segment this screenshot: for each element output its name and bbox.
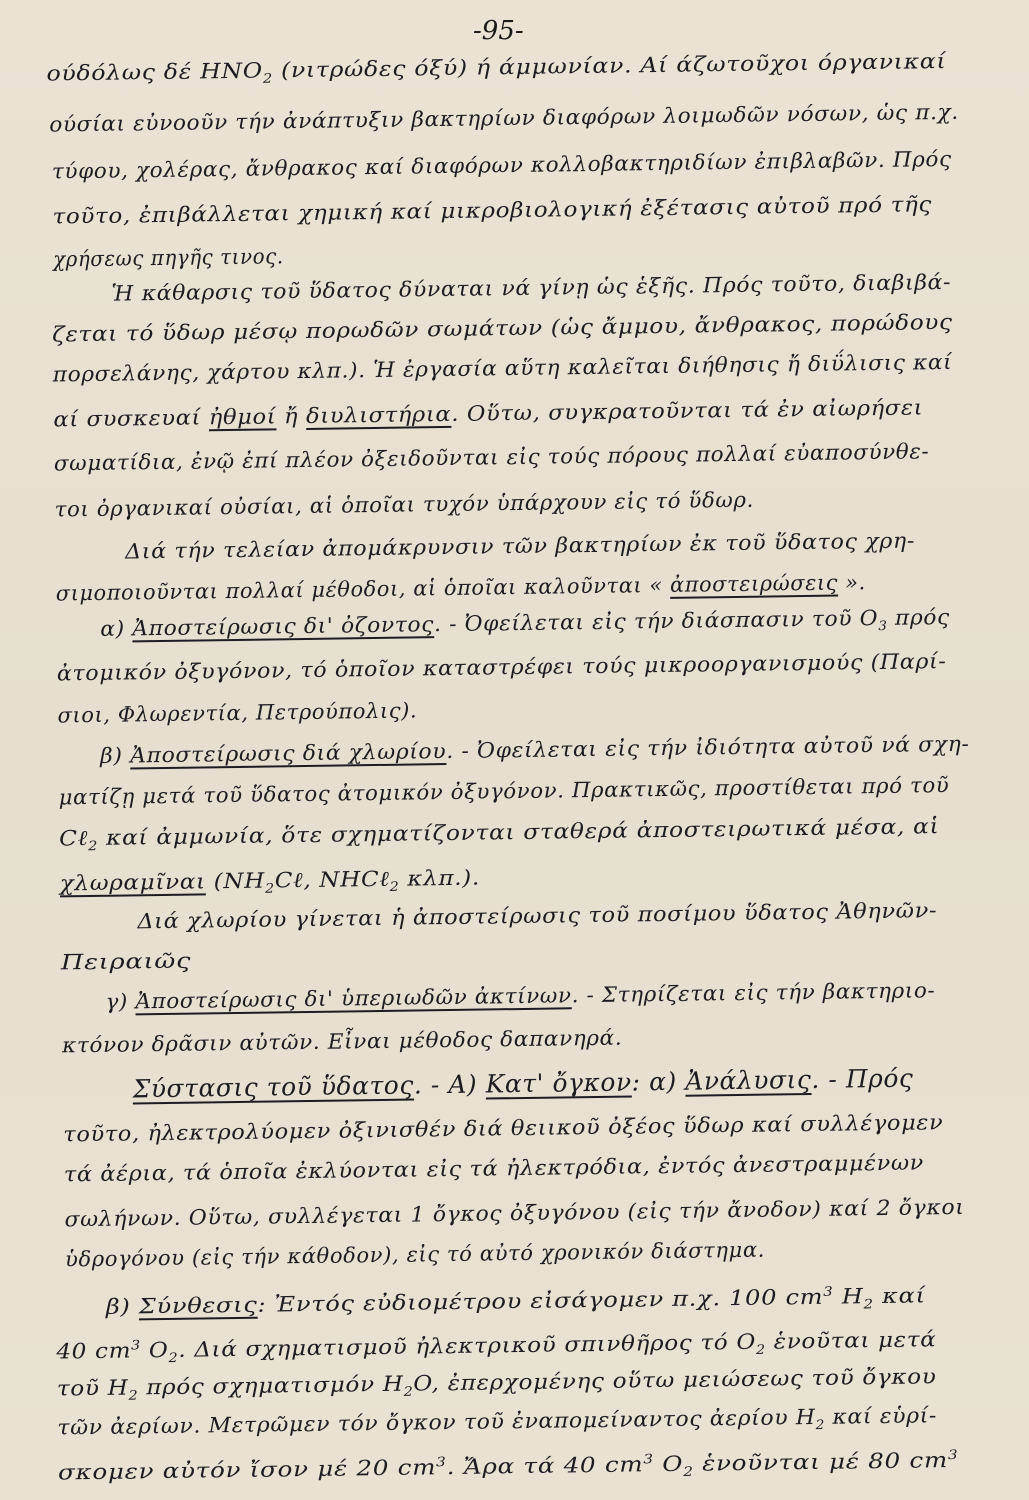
text-line: χλωραμῖναι ($NH_2C\ell$, NHCℓ$_2$ κλπ.). [59, 865, 481, 897]
text-line: Διά χλωρίου γίνεται ἡ ἀποστείρωσις τοῦ ποσίμου ὕδατος Ἀθηνῶν- [137, 898, 938, 934]
text-line: 40 $cm^3$ $O_2$. Διά σχηματισμοῦ ἠλεκτρικοῦ σπινθῆρος τό $O_2$ ἑνοῦται μετά [56, 1327, 937, 1367]
text-line: β) Σύνθεσις: Ἐντός εὐδιομέτρου εἰσάγομεν π.χ. 100 $cm^3$ $H_2$ καί [105, 1283, 926, 1319]
formula-index: 3 [947, 1447, 959, 1464]
text-line: σωματίδια, ἐνῷ ἐπί πλέον ὀξειδοῦνται εἰς τούς πόρους πολλαί εὐαποσύνθε- [53, 439, 930, 476]
text-line: ζεται τό ὕδωρ μέσῳ πορωδῶν σωμάτων (ὡς ἄμμου, ἄνθρακος, πορώδους [51, 309, 953, 347]
text-line: τῶν ἀερίων. Μετρῶμεν τόν ὄγκον τοῦ ἐναπομείναντος ἀερίου $H_2$ καί εὑρί- [57, 1403, 938, 1440]
text-line: τοῦτο, ἐπιβάλλεται χημική καί μικροβιολογική ἐξέτασις αὐτοῦ πρό τῆς [52, 192, 933, 229]
underlined-term: Σύστασις τοῦ ὕδατος [132, 1070, 415, 1104]
text-line: σιοι, Φλωρεντία, Πετρούπολις). [57, 698, 418, 728]
formula-index: 2 [683, 1464, 694, 1480]
underlined-term: Ἀποστείρωσις δι' ὑπεριωδῶν ἀκτίνων [135, 983, 572, 1014]
formula-index: 3 [643, 1452, 654, 1468]
formula-index: 2 [403, 1384, 414, 1400]
formula-index: 2 [815, 1417, 826, 1434]
formula-index: 3 [878, 619, 888, 635]
text-line: χρήσεως πηγῆς τινος. [52, 244, 284, 272]
formula-index: 2 [755, 1342, 766, 1358]
underlined-term: Σύνθεσις [138, 1292, 258, 1319]
text-line: πορσελάνης, χάρτου κλπ.). Ἡ ἐργασία αὕτη καλεῖται διήθησις ἤ διΰλισις καί [52, 349, 953, 387]
text-line: σωλήνων. Οὕτω, συλλέγεται 1 ὄγκος ὀξυγόνου (εἰς τήν ἄνοδον) καί 2 ὄγκοι [64, 1194, 965, 1232]
text-line: αί συσκευαί ἠθμοί ἤ διυλιστήρια. Οὕτω, συγκρατοῦνται τά ἐν αἰωρήσει [53, 395, 924, 432]
text-line: κτόνον δρᾶσιν αὐτῶν. Εἶναι μέθοδος δαπανηρά. [61, 1025, 623, 1058]
text-line: Cℓ$_2$ καί ἀμμωνία, ὅτε σχηματίζονται σταθερά ἀποστειρωτικά μέσα, αἱ [59, 814, 940, 855]
text-line: Σύστασις τοῦ ὕδατος. - Α) Κατ' ὄγκον: α) Ἀνάλυσις. - Πρός [132, 1063, 914, 1104]
formula-index: 2 [265, 881, 275, 897]
formula-index: 2 [863, 1297, 874, 1313]
text-line: α) Ἀποστείρωσις δι' ὀζοντος. - Ὀφείλεται εἰς τήν διάσπασιν τοῦ $O_3$ πρός [100, 604, 951, 641]
underlined-term: χλωραμῖναι [59, 869, 206, 896]
text-line: τύφου, χολέρας, ἄνθρακος καί διαφόρων κολλοβακτηριδίων ἐπιβλαβῶν. Πρός [51, 146, 952, 184]
underlined-term: διυλιστήρια [305, 401, 452, 428]
text-line: τοῦ $H_2$ πρός σχηματισμόν $H_2O$, ἐπερχομένης οὕτω μειώσεως τοῦ ὄγκου [56, 1364, 937, 1404]
formula-index: 3 [823, 1284, 834, 1300]
formula-index: 3 [130, 1338, 141, 1354]
text-line: ματίζῃ μετά τοῦ ὕδατος ἀτομικόν ὀξυγόνον. Πρακτικῶς, προστίθεται πρό τοῦ [58, 773, 950, 810]
formula-index: 3 [436, 1455, 447, 1471]
text-line: Διά τήν τελείαν ἀπομάκρυνσιν τῶν βακτηρίων ἐκ τοῦ ὕδατος χρη- [125, 528, 916, 564]
page-number: -95- [473, 16, 524, 46]
text-line: τοῦτο, ἠλεκτρολύομεν ὀξινισθέν διά θειικοῦ ὀξέος ὕδωρ καί συλλέγομεν [63, 1110, 944, 1147]
text-line: ούδόλως δέ $HNO_2$ (νιτρώδες όξύ) ή άμμωνίαν. Αί άζωτοῦχοι όργανικαί [46, 48, 947, 87]
formula-index: 2 [88, 839, 99, 855]
formula-index: 2 [128, 1388, 139, 1404]
text-line: β) Ἀποστείρωσις διά χλωρίου. - Ὀφείλεται εἰς τήν ἰδιότητα αὐτοῦ νά σχη- [99, 731, 970, 768]
formula-index: 2 [262, 71, 274, 87]
text-line: ούσίαι εὐνοοῦν τήν ἀνάπτυξιν βακτηρίων διαφόρων λοιμωδῶν νόσων, ὡς π.χ. [49, 99, 960, 137]
text-line: σιμοποιοῦνται πολλαί μέθοδοι, αἱ ὁποῖαι καλοῦνται « ἀποστειρώσεις ». [55, 570, 866, 606]
formula-index: 2 [389, 879, 400, 896]
text-line: τοι ὀργανικαί οὐσίαι, αἱ ὁποῖαι τυχόν ὑπάρχουν εἰς τό ὕδωρ. [54, 487, 755, 522]
text-line: ὑδρογόνου (εἰς τήν κάθοδον), εἰς τό αὐτό χρονικόν διάστημα. [64, 1237, 766, 1272]
text-line: τά ἀέρια, τά ὁποῖα ἐκλύονται εἰς τά ἠλεκτρόδια, ἐντός ἀνεστραμμένων [63, 1150, 925, 1187]
underlined-term: ἠθμοί [208, 404, 277, 430]
underlined-term: Ἀποστείρωσις δι' ὀζοντος [132, 612, 435, 641]
text-line: Ἡ κάθαρσις τοῦ ὕδατος δύναται νά γίνῃ ὡς ἑξῆς. Πρός τοῦτο, διαβιβά- [111, 269, 952, 306]
formula-index: 2 [168, 1351, 179, 1367]
text-line: γ) Ἀποστείρωσις δι' ὑπεριωδῶν ἀκτίνων. - Στηρίζεται εἰς τήν βακτηριο- [105, 978, 936, 1014]
text-line: ἀτομικόν ὀξυγόνον, τό ὁποῖον καταστρέφει τούς μικροοργανισμούς (Παρί- [56, 649, 947, 686]
text-line: σκομεν αὐτόν ἴσον μέ 20 $cm^3$. Ἄρα τά 40 $cm^3$ $O_2$ ἑνοῦνται μέ 80 $cm^3$ [57, 1447, 959, 1485]
text-line: Πειραιῶς [60, 948, 192, 975]
underlined-term: ἀποστειρώσεις [669, 570, 839, 597]
underlined-term: Ἀνάλυσις [685, 1064, 812, 1096]
underlined-term: Ἀποστείρωσις διά χλωρίου [129, 739, 447, 768]
underlined-term: Κατ' ὄγκον [485, 1067, 632, 1099]
